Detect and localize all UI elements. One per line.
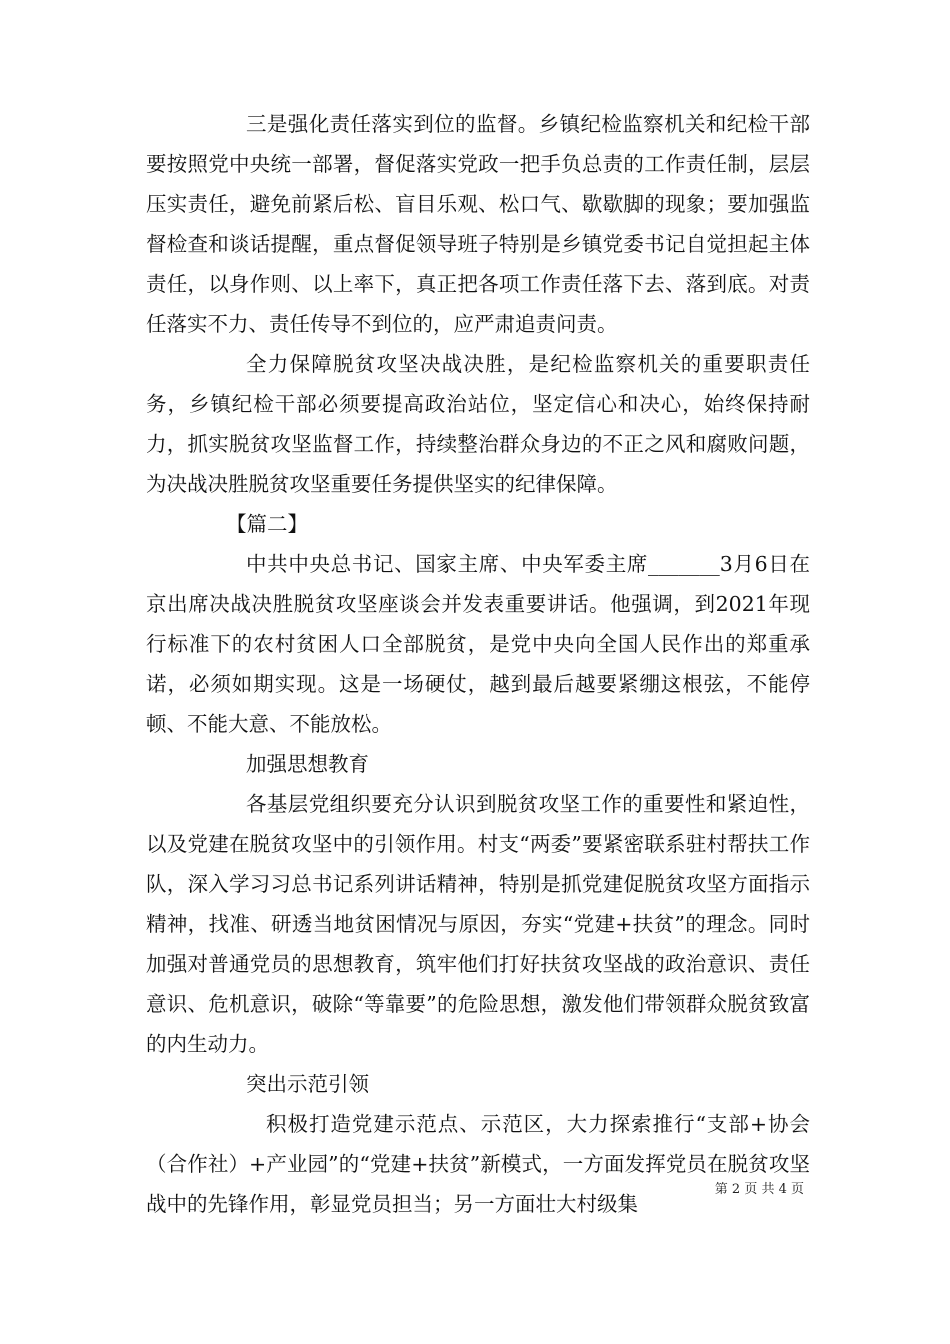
paragraph-poverty-guarantee: 全力保障脱贫攻坚决战决胜，是纪检监察机关的重要职责任务，乡镇纪检干部必须要提高政治站位，坚定信心和决心，始终保持耐力，抓实脱贫攻坚监督工作，持续整治群众身边的不正之风和腐败问题，为决战决胜脱贫攻坚重要任务提供坚实的纪律保障。 xyxy=(146,352,810,496)
heading-ideological-education: 加强思想教育 xyxy=(246,752,369,776)
paragraph-demonstration-leadership: 积极打造党建示范点、示范区，大力探索推行“支部+协会（合作社）+产业园”的“党建+扶贫”新模式，一方面发挥党员在脱贫攻坚战中的先锋作用，彰显党员担当；另一方面壮大村级集 xyxy=(146,1112,810,1216)
heading-demonstration-leadership: 突出示范引领 xyxy=(246,1072,369,1096)
section-title: 【篇二】 xyxy=(226,512,308,536)
paragraph-ideological-education: 各基层党组织要充分认识到脱贫攻坚工作的重要性和紧迫性，以及党建在脱贫攻坚中的引领作用。村支“两委”要紧密联系驻村帮扶工作队，深入学习习总书记系列讲话精神，特别是抓党建促脱贫攻坚方面指示精神，找准、研透当地贫困情况与原因，夯实“党建+扶贫”的理念。同时加强对普通党员的思想教育，筑牢他们打好扶贫攻坚战的政治意识、责任意识、危机意识，破除“等靠要”的危险思想，激发他们带领群众脱贫致富的内生动力。 xyxy=(146,792,810,1056)
page-number-footer: 第 2 页 共 4 页 xyxy=(714,1182,804,1197)
paragraph-section-intro: 中共中央总书记、国家主席、中央军委主席_______3月6日在京出席决战决胜脱贫攻坚座谈会并发表重要讲话。他强调，到2021年现行标准下的农村贫困人口全部脱贫，是党中央向全国人民作出的郑重承诺，必须如期实现。这是一场硬仗，越到最后越要紧绷这根弦，不能停顿、不能大意、不能放松。 xyxy=(146,552,810,736)
document-body xyxy=(146,104,810,1224)
paragraph-responsibility-supervision: 三是强化责任落实到位的监督。乡镇纪检监察机关和纪检干部要按照党中央统一部署，督促落实党政一把手负总责的工作责任制，层层压实责任，避免前紧后松、盲目乐观、松口气、歇歇脚的现象；要加强监督检查和谈话提醒，重点督促领导班子特别是乡镇党委书记自觉担起主体责任，以身作则、以上率下，真正把各项工作责任落下去、落到底。对责任落实不力、责任传导不到位的，应严肃追责问责。 xyxy=(146,112,810,336)
